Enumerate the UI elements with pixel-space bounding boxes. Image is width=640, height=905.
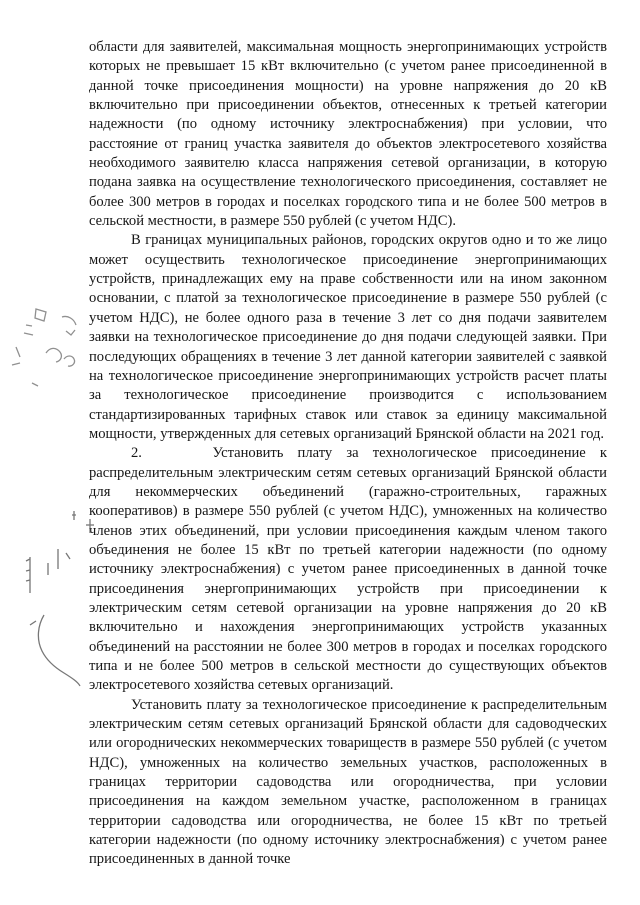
- paragraph-3-text: Установить плату за технологическое присоединение к распределительным электрическим сетям сетевых организаций Брянской области для некоммерческих объединений (гаражно-строительных, гаражных кооперативов) в размере 550 рублей (с учетом НДС), умноженных на количество членов этих объединений, при условии присоединения каждым членом такого объединения не более 15 кВт по третьей категории надежности (по одному источнику электроснабжения) с учетом ранее присоединенных в данной точке присоединения энергопринимающих устройств при присоединении к электрическим сетям сетевой организации на уровне напряжения до 20 кВ включительно и нахождения энергопринимающих устройств указанных объединений на расстоянии не более 300 метров в городах и поселках городского типа и не более 500 метров в сельской местности до существующих объектов электросетевого хозяйства сетевых организаций.: [89, 445, 607, 694]
- faded-stamp-mark: [2, 295, 84, 405]
- margin-annotation-marks: [6, 505, 98, 690]
- item-number: 2.: [131, 445, 142, 462]
- paragraph-4: Установить плату за технологическое присоединение к распределительным электрическим сетям сетевых организаций Брянской области для садоводческих или огороднических некоммерческих товариществ в размере 550 рублей (с учетом НДС), умноженных на количество земельных участков, расположенных в границах территории садоводства или огородничества, при условии присоединения на каждом земельном участке, расположенном в границах территории садоводства или огородничества, не более 15 кВт по третьей категории надежности (по одному источнику электроснабжения) с учетом ранее присоединенных в данной точке: [89, 696, 607, 868]
- paragraph-2: В границах муниципальных районов, городских округов одно и то же лицо может осуществить технологическое присоединение энергопринимающих устройств, принадлежащих ему на праве собственности или на ином законном основании, с платой за технологическое присоединение в размере 550 рублей (с учетом НДС), не более одного раза в течение 3 лет со дня подачи заявителем заявки на технологическое присоединение до дня подачи следующей заявки. При последующих обращениях в течение 3 лет данной категории заявителей с заявкой на технологическое присоединение энергопринимающих устройств расчет платы за технологическое присоединение производится с использованием стандартизированных тарифных ставок или ставок за единицу максимальной мощности, утвержденных для сетевых организаций Брянской области на 2021 год.: [89, 232, 607, 442]
- paragraph-3: [89, 444, 607, 695]
- document-body: [89, 38, 607, 870]
- paragraph-1: области для заявителей, максимальная мощность энергопринимающих устройств которых не превышает 15 кВт включительно (с учетом ранее присоединенной в данной точке присоединения мощности) на уровне напряжения до 20 кВ включительно при присоединении объектов, отнесенных к третьей категории надежности (по одному источнику электроснабжения) при условии, что расстояние от границ участка заявителя до объектов электросетевого хозяйства необходимого заявителю класса напряжения сетевой организации, в которую подана заявка на осуществление технологического присоединения, составляет не более 300 метров в городах и поселках городского типа и не более 500 метров в сельской местности, в размере 550 рублей (с учетом НДС).: [89, 39, 607, 230]
